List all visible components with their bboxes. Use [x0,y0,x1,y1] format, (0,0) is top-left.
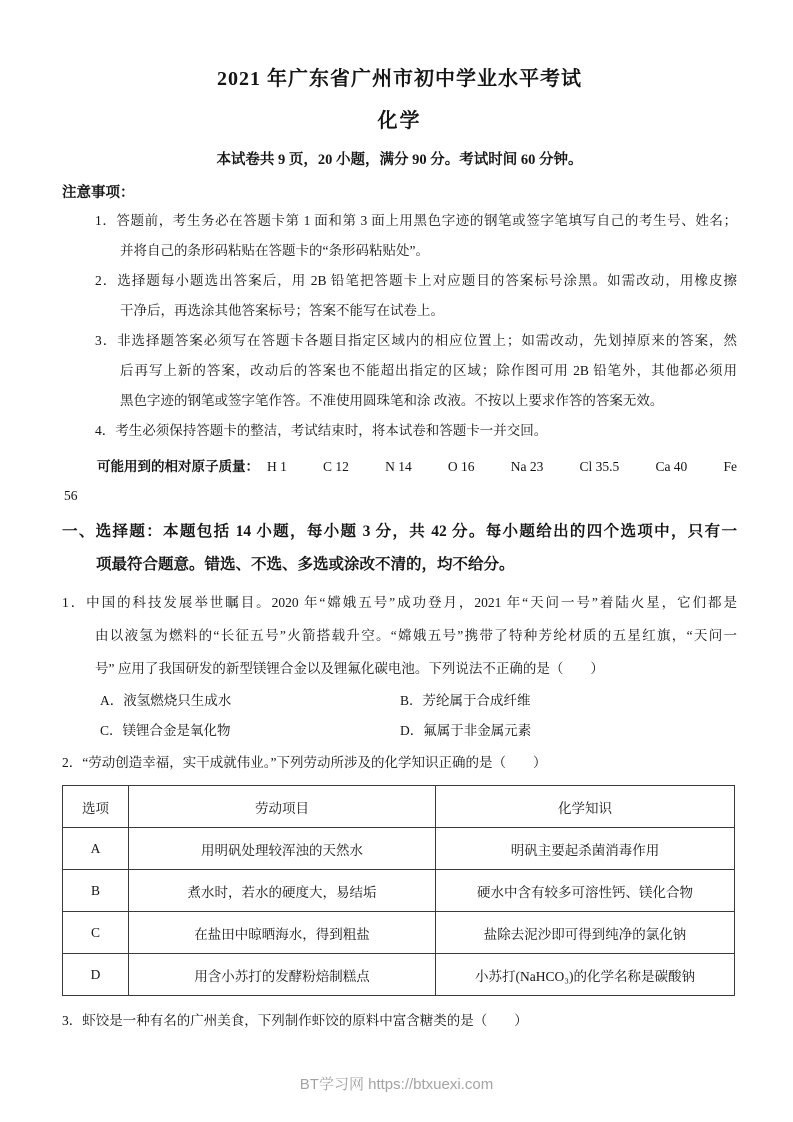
table-cell-knowledge: 硬水中含有较多可溶性钙、镁化合物 [436,870,735,912]
atomic-mass-overflow: 56 [64,488,78,503]
table-cell-option: B [63,870,129,912]
question-3: 3．虾饺是一种有名的广州美食，下列制作虾饺的原料中富含糖类的是（ ） [62,1013,528,1028]
atomic-mass-h: H 1 [267,459,287,474]
atomic-mass-c: C 12 [323,459,349,474]
table-header-row [63,786,735,828]
atomic-mass-fe: Fe [723,459,737,474]
section-1-line-2: 项最符合题意。错选、不选、多选或涂改不清的，均不给分。 [96,556,515,573]
table-row-c [63,912,735,954]
table-header-project: 劳动项目 [129,786,436,828]
question-1-line-2: 由以液氢为燃料的“长征五号”火箭搭载升空。“嫦娥五号”携带了特种芳纶材质的五星红旗，“天问一 [95,628,737,643]
notes-list [62,206,737,446]
table-cell-project: 用明矾处理较浑浊的天然水 [129,828,436,870]
atomic-mass-cl: Cl 35.5 [579,459,620,474]
note-3-line-1: 3．非选择题答案必须写在答题卡各题目指定区域内的相应位置上；如需改动，先划掉原来的答案，然 [95,333,737,348]
table-cell-option: A [63,828,129,870]
question-1-option-c: C．镁锂合金是氧化物 [100,723,231,738]
note-3-line-2: 后再写上新的答案，改动后的答案也不能超出指定的区域；除作图可用 2B 铅笔外，其他都必须用 [120,363,737,378]
question-1-option-a: A．液氢燃烧只生成水 [100,693,232,708]
table-cell-knowledge: 盐除去泥沙即可得到纯净的氯化钠 [436,912,735,954]
footer-watermark: BT学习网 https://btxuexi.com [299,1076,494,1093]
question-1-line-3: 号” 应用了我国研发的新型镁锂合金以及锂氟化碳电池。下列说法不正确的是（ ） [95,661,604,676]
note-4-line-1: 4．考生必须保持答题卡的整洁，考试结束时，将本试卷和答题卡一并交回。 [95,423,548,438]
table-cell-project: 用含小苏打的发酵粉焙制糕点 [129,954,436,996]
table-header-option: 选项 [63,786,129,828]
table-cell-knowledge: 小苏打(NaHCO₃)的化学名称是碳酸钠 [436,954,735,996]
section-1-heading [62,515,737,581]
table-cell-project: 在盐田中晾晒海水，得到粗盐 [129,912,436,954]
atomic-mass-ca: Ca 40 [655,459,688,474]
table-cell-knowledge: 明矾主要起杀菌消毒作用 [436,828,735,870]
notes-heading: 注意事项： [62,185,135,201]
question-2: 2．“劳动创造幸福，实干成就伟业。”下列劳动所涉及的化学知识正确的是（ ） [62,755,547,770]
question-1-option-d: D．氟属于非金属元素 [400,723,532,738]
table-row-a [63,828,735,870]
page-title: 2021 年广东省广州市初中学业水平考试 [217,68,582,90]
note-3-line-3: 黑色字迹的钢笔或签字笔作答。不准使用圆珠笔和涂 改液。不按以上要求作答的答案无效。 [120,393,664,408]
subject-title: 化学 [377,110,422,132]
atomic-mass-na: Na 23 [510,459,544,474]
question-1-line-1: 1．中国的科技发展举世瞩目。2020 年“嫦娥五号”成功登月，2021 年“天问一号”着陆火星，它们都是 [62,595,737,610]
note-1-line-2: 并将自己的条形码粘贴在答题卡的“条形码粘贴处”。 [120,243,429,258]
question-2-table [62,785,735,996]
table-header-knowledge: 化学知识 [436,786,735,828]
note-2-line-1: 2．选择题每小题选出答案后，用 2B 铅笔把答题卡上对应题目的答案标号涂黑。如需改动，用橡皮擦 [95,273,737,288]
table-cell-option: C [63,912,129,954]
question-1-option-b: B．芳纶属于合成纤维 [400,693,531,708]
note-1-line-1: 1．答题前，考生务必在答题卡第 1 面和第 3 面上用黑色字迹的钢笔或签字笔填写自己的考生号、姓名； [95,213,737,228]
table-cell-project: 煮水时，若水的硬度大，易结垢 [129,870,436,912]
section-1-line-1: 一、选择题：本题包括 14 小题，每小题 3 分，共 42 分。每小题给出的四个选项中，只有一 [62,523,737,540]
atomic-mass-o: O 16 [447,459,475,474]
table-row-b [63,870,735,912]
table-cell-option: D [63,954,129,996]
question-1-options [62,686,737,746]
exam-info: 本试卷共 9 页，20 小题，满分 90 分。考试时间 60 分钟。 [216,152,583,168]
table-row-d [63,954,735,996]
atomic-mass-values [259,455,737,479]
atomic-mass-label: 可能用到的相对原子质量： [97,459,259,474]
question-1 [62,586,737,746]
note-2-line-2: 干净后，再选涂其他答案标号；答案不能写在试卷上。 [120,303,444,318]
atomic-mass-row [62,455,737,479]
atomic-mass-n: N 14 [385,459,412,474]
